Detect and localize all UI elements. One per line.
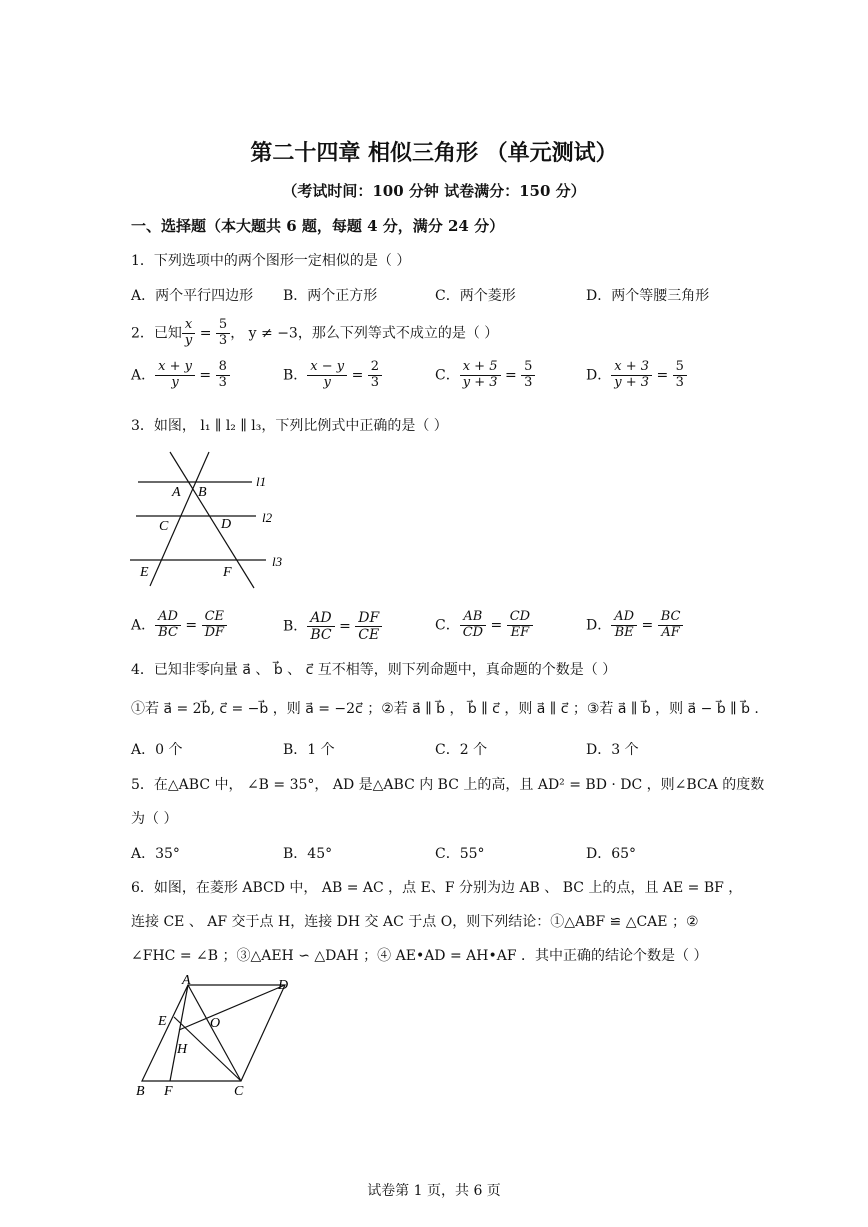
q2-option-b: B． $\frac{x - y}{y}$ = $\frac{2}{3}$ bbox=[283, 360, 382, 391]
q3-label-l1: l1 bbox=[256, 474, 267, 489]
q1-option-b: B．两个正方形 bbox=[283, 288, 378, 304]
q4-option-a: A．0 个 bbox=[131, 742, 183, 758]
q6-label-d: D bbox=[278, 978, 289, 993]
page-footer: 试卷第 1 页，共 6 页 bbox=[367, 1183, 501, 1199]
question-5-line-2: 为（ ） bbox=[131, 811, 178, 827]
q4-propositions: ①若 a⃗ = 2b⃗, c⃗ = −b⃗ ，则 a⃗ = −2c⃗ ；②若 a⃗ ∥ b⃗ ， b⃗ ∥ c⃗ ，则 a⃗ ∥ c⃗ ；③若 a⃗ ∥ b⃗ ，则 a⃗ − b⃗ ∥ b⃗ . bbox=[131, 701, 759, 717]
q3-option-b: B． $\frac{AD}{BC}$ = $\frac{DF}{CE}$ bbox=[283, 610, 382, 643]
q6-rhombus-figure bbox=[128, 975, 308, 1100]
q6-label-c: C bbox=[234, 1084, 244, 1099]
q3-label-c: C bbox=[159, 519, 169, 534]
q5-option-d: D．65° bbox=[586, 846, 637, 862]
q2-frac-5-over-3: $\frac{5}{3}$ bbox=[216, 318, 230, 349]
q5-option-a: A．35° bbox=[131, 846, 180, 862]
question-6-line-2: 连接 CE 、 AF 交于点 H，连接 DH 交 AC 于点 O，则下列结论：①△ABF ≌ △CAE ；② bbox=[131, 914, 699, 930]
q6-label-h: H bbox=[177, 1042, 188, 1057]
question-3-stem: 3．如图， l₁ ∥ l₂ ∥ l₃，下列比例式中正确的是（ ） bbox=[131, 418, 448, 434]
q1-option-d: D．两个等腰三角形 bbox=[586, 288, 710, 304]
question-5-line-1: 5．在△ABC 中， ∠B = 35°， AD 是△ABC 内 BC 上的高，且 AD² = BD · DC ，则∠BCA 的度数 bbox=[131, 777, 765, 793]
question-6-line-1: 6．如图，在菱形 ABCD 中， AB = AC ，点 E、F 分别为边 AB 、 BC 上的点，且 AE = BF ， bbox=[131, 880, 743, 896]
q3-option-d: D． $\frac{AD}{BE}$ = $\frac{BC}{AF}$ bbox=[586, 610, 683, 641]
q1-option-a: A．两个平行四边形 bbox=[131, 288, 254, 304]
q3-label-a: A bbox=[172, 485, 181, 500]
q3-option-c: C． $\frac{AB}{CD}$ = $\frac{CD}{EF}$ bbox=[435, 610, 533, 641]
question-2-stem: 2．已知 $\frac{x}{y}$ = $\frac{5}{3}$ ， y ≠ −3，那么下列等式不成立的是（ ） bbox=[131, 317, 499, 348]
q3-label-l2: l2 bbox=[262, 510, 273, 525]
q4-option-c: C．2 个 bbox=[435, 742, 488, 758]
q6-label-b: B bbox=[136, 1084, 145, 1099]
q3-parallel-lines-figure bbox=[126, 450, 286, 590]
section-heading: 一、选择题（本大题共 6 题，每题 4 分，满分 24 分） bbox=[131, 217, 505, 235]
q2-suffix: ， y ≠ −3，那么下列等式不成立的是（ ） bbox=[230, 325, 499, 342]
q5-option-b: B．45° bbox=[283, 846, 333, 862]
q3-label-l3: l3 bbox=[272, 554, 283, 569]
q4-option-b: B．1 个 bbox=[283, 742, 335, 758]
q1-option-c: C．两个菱形 bbox=[435, 288, 516, 304]
q6-label-e: E bbox=[158, 1014, 167, 1029]
q2-option-a: A． $\frac{x + y}{y}$ = $\frac{8}{3}$ bbox=[131, 360, 230, 391]
question-6-line-3: ∠FHC = ∠B ；③△AEH ∽ △DAH ；④ AE•AD = AH•AF ．其中正确的结论个数是（ ） bbox=[131, 948, 708, 964]
q2-prefix: 2．已知 bbox=[131, 325, 182, 342]
q3-label-f: F bbox=[223, 565, 232, 580]
q2-frac-x-over-y: $\frac{x}{y}$ bbox=[182, 318, 195, 349]
q6-label-o: O bbox=[210, 1016, 221, 1031]
question-4-stem: 4．已知非零向量 a⃗ 、 b⃗ 、 c⃗ 互不相等，则下列命题中，真命题的个数是（ ） bbox=[131, 662, 617, 678]
q3-option-a: A． $\frac{AD}{BC}$ = $\frac{CE}{DF}$ bbox=[131, 610, 227, 641]
q6-label-a: A bbox=[182, 975, 191, 988]
q5-option-c: C．55° bbox=[435, 846, 485, 862]
q3-label-e: E bbox=[140, 565, 149, 580]
q3-label-d: D bbox=[221, 517, 232, 532]
q2-option-d: D． $\frac{x + 3}{y + 3}$ = $\frac{5}{3}$ bbox=[586, 360, 687, 391]
exam-info: （考试时间：100 分钟 试卷满分：150 分） bbox=[282, 182, 586, 200]
q2-option-c: C． $\frac{x + 5}{y + 3}$ = $\frac{5}{3}$ bbox=[435, 360, 535, 391]
q3-label-b: B bbox=[198, 485, 207, 500]
q6-label-f: F bbox=[164, 1084, 173, 1099]
question-1-stem: 1．下列选项中的两个图形一定相似的是（ ） bbox=[131, 253, 411, 269]
q4-option-d: D．3 个 bbox=[586, 742, 639, 758]
page-title: 第二十四章 相似三角形 （单元测试） bbox=[250, 140, 618, 166]
